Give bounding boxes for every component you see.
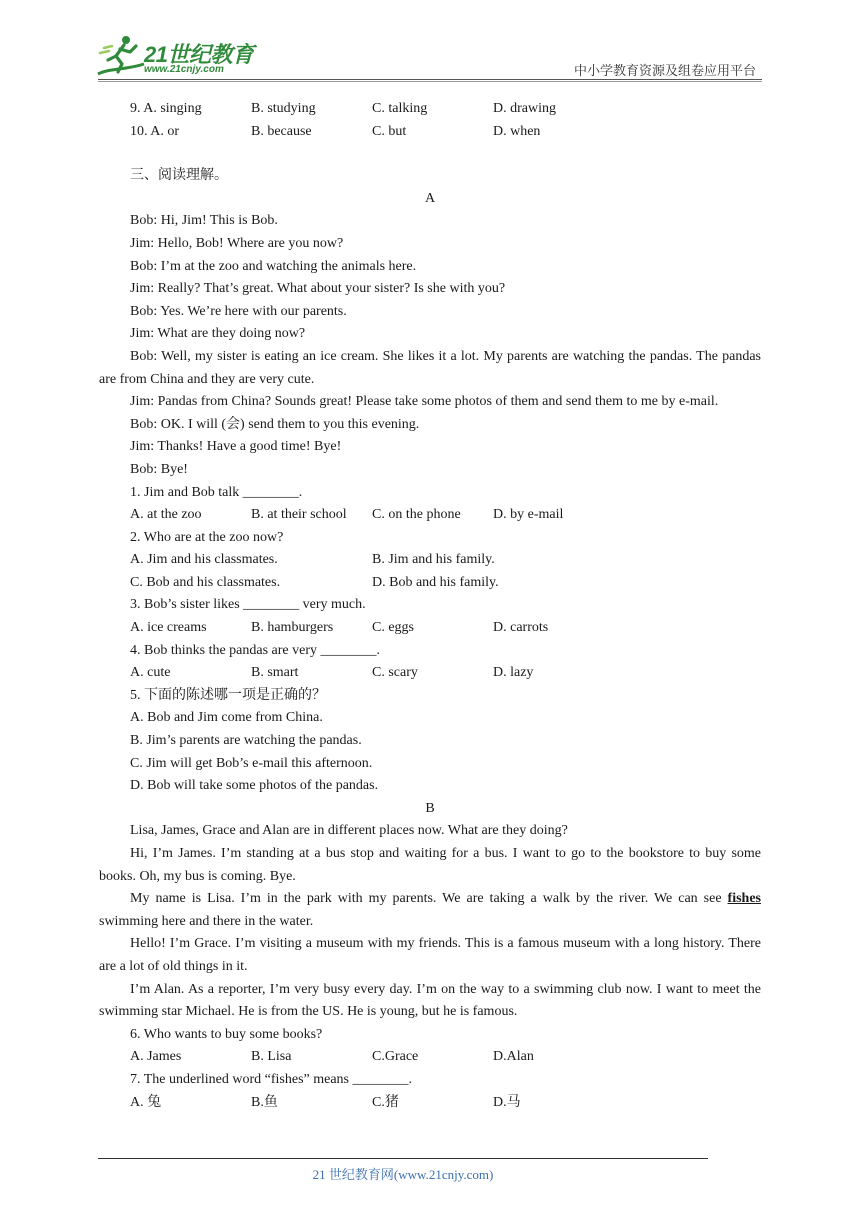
document-body xyxy=(99,98,761,1114)
dialogue-line: Jim: Hello, Bob! Where are you now? xyxy=(130,235,344,251)
dialogue-line: Bob: Yes. We’re here with our parents. xyxy=(130,303,347,319)
option: D. by e-mail xyxy=(493,507,564,523)
option: A. Bob and Jim come from China. xyxy=(130,710,323,726)
options-row-q6 xyxy=(99,1046,761,1069)
question-5: 5. 下面的陈述哪一项是正确的？ xyxy=(130,687,326,703)
dialogue-line: Bob: Bye! xyxy=(130,461,188,477)
runner-logo-icon xyxy=(96,34,146,78)
passage-a-label: A xyxy=(424,190,436,206)
dialogue-paragraph: Jim: Pandas from China? Sounds great! Please take some photos of them and send them to me by e-mail. xyxy=(130,394,719,410)
options-row-q7 xyxy=(99,1092,761,1115)
dialogue-line: Bob: OK. I will (会) send them to you this evening. xyxy=(130,416,420,432)
option: C.Grace xyxy=(372,1049,419,1065)
passage-paragraph xyxy=(99,888,761,933)
header-divider xyxy=(98,79,762,80)
option: B. Jim and his family. xyxy=(372,552,495,568)
paragraph-text: swimming here and there in the water. xyxy=(99,913,314,929)
options-row-q4 xyxy=(99,662,761,685)
options-row-q1 xyxy=(99,504,761,527)
brand-name: 21世纪教育 xyxy=(144,42,254,67)
options-row-q2b xyxy=(99,572,761,595)
passage-paragraph: I’m Alan. As a reporter, I’m very busy every day. I’m on the way to a swimming club now. I want to meet the swimming star Michael. He is from the US. He is young, but he is famous. xyxy=(99,981,761,1020)
option: C. Jim will get Bob’s e-mail this afternoon. xyxy=(130,755,373,771)
page-header xyxy=(0,0,860,90)
option: D. carrots xyxy=(493,620,549,636)
option: D. lazy xyxy=(493,665,534,681)
option: B. hamburgers xyxy=(251,620,334,636)
header-divider-thin xyxy=(98,81,762,82)
option: D. drawing xyxy=(493,101,556,116)
platform-name: 中小学教育资源及组卷应用平台 xyxy=(573,63,756,78)
passage-paragraph: Lisa, James, Grace and Alan are in different places now. What are they doing? xyxy=(130,823,568,839)
option: A. ice creams xyxy=(130,620,207,636)
option: C. eggs xyxy=(372,620,414,636)
question-2: 2. Who are at the zoo now? xyxy=(130,529,284,545)
option: D. Bob and his family. xyxy=(372,574,499,590)
question-3: 3. Bob’s sister likes ________ very much. xyxy=(130,597,366,613)
options-row-q10 xyxy=(99,121,761,144)
options-row-q2a xyxy=(99,549,761,572)
dialogue-line: Jim: Really? That’s great. What about your sister? Is she with you? xyxy=(130,281,506,297)
option: D. Bob will take some photos of the pandas. xyxy=(130,778,379,794)
paragraph-text: My name is Lisa. I’m in the park with my parents. We are taking a walk by the river. We can see xyxy=(130,891,728,907)
dialogue-line: Jim: What are they doing now? xyxy=(130,326,306,342)
dialogue-line: Jim: Thanks! Have a good time! Bye! xyxy=(130,439,342,455)
option: C. but xyxy=(372,123,407,139)
option: C. on the phone xyxy=(372,507,461,523)
passage-b-label: B xyxy=(425,800,435,816)
option: B. because xyxy=(251,123,312,139)
option: A. at the zoo xyxy=(130,507,202,523)
option: C.猪 xyxy=(372,1094,399,1110)
passage-paragraph: Hi, I’m James. I’m standing at a bus stop and waiting for a bus. I want to go to the bookstore to buy some books. Oh, my bus is coming. Bye. xyxy=(99,846,761,884)
dialogue-line: Bob: Hi, Jim! This is Bob. xyxy=(130,213,278,229)
options-row-q3 xyxy=(99,617,761,640)
options-row-q9 xyxy=(99,98,761,121)
question-7: 7. The underlined word “fishes” means ________. xyxy=(130,1071,413,1087)
underlined-word: fishes xyxy=(727,891,761,907)
option: D. when xyxy=(493,123,541,139)
option: A. cute xyxy=(130,665,171,681)
question-6: 6. Who wants to buy some books? xyxy=(130,1026,323,1042)
option: 10. A. or xyxy=(130,123,179,139)
option: C. scary xyxy=(372,665,418,681)
option: A. James xyxy=(130,1049,182,1065)
option: C. talking xyxy=(372,101,428,116)
option: A. 兔 xyxy=(130,1094,162,1110)
dialogue-line: Bob: I’m at the zoo and watching the animals here. xyxy=(130,258,417,274)
option: B. smart xyxy=(251,665,299,681)
option: A. Jim and his classmates. xyxy=(130,552,278,568)
option: B. studying xyxy=(251,101,316,116)
passage-paragraph: Hello! I’m Grace. I’m visiting a museum with my friends. This is a famous museum with a long history. There are a lot of old things in it. xyxy=(99,936,761,974)
question-1: 1. Jim and Bob talk ________. xyxy=(130,484,303,500)
option: D.马 xyxy=(493,1094,521,1110)
footer-divider xyxy=(98,1158,708,1159)
brand-url: www.21cnjy.com xyxy=(144,64,224,75)
option: B. Jim’s parents are watching the pandas. xyxy=(130,733,362,749)
logo xyxy=(96,34,266,78)
option: B.鱼 xyxy=(251,1094,278,1110)
option: D.Alan xyxy=(493,1049,534,1065)
option: B. at their school xyxy=(251,507,347,523)
option: B. Lisa xyxy=(251,1049,292,1065)
question-4: 4. Bob thinks the pandas are very ________. xyxy=(130,642,381,658)
section-title: 三、阅读理解。 xyxy=(130,168,228,184)
page-footer: 21 世纪教育网(www.21cnjy.com) xyxy=(312,1167,494,1182)
option: 9. A. singing xyxy=(130,101,202,116)
dialogue-paragraph: Bob: Well, my sister is eating an ice cream. She likes it a lot. My parents are watching the pandas. The pandas are from China and they are very cute. xyxy=(99,348,761,387)
option: C. Bob and his classmates. xyxy=(130,574,281,590)
